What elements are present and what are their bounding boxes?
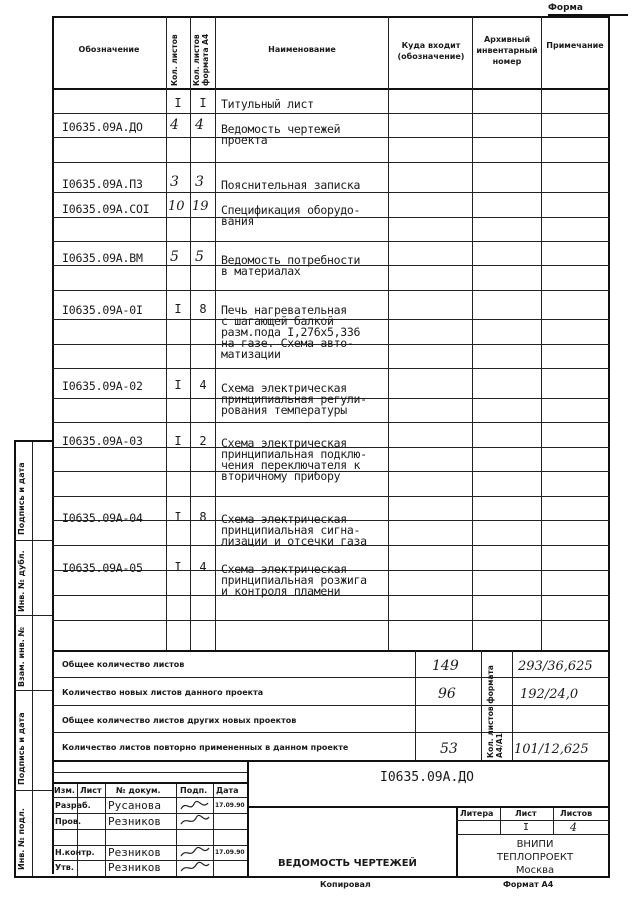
tb-right-line [456,806,458,876]
row-sheets: I [174,96,182,110]
summary-a4a1: 192/24,0 [520,687,579,702]
row-name: Спецификация оборудо- вания [221,203,361,228]
side-label: Инв. № дубл. [17,550,26,612]
form-label: Форма [548,3,583,13]
tb-header-doc: № докум. [116,786,161,795]
row-code: I0635.09А.СОI [62,202,150,216]
col-line-1 [166,16,167,650]
row-line [52,620,610,621]
header-line [52,88,610,90]
side-strip-top [14,440,52,442]
row-line [52,422,610,423]
side-strip-line [14,690,52,691]
summary-line [52,677,610,678]
col-line-2 [190,16,191,650]
tb-line [456,834,610,835]
tb-header-date: Дата [216,786,239,795]
header-name: Наименование [268,45,336,54]
side-label: Взам. инв. № [17,626,26,687]
tb-sheets-value: 4 [570,821,577,834]
row-code: I0635.09А-0I [62,303,143,317]
row-line [52,113,610,114]
summary-value: 53 [440,741,458,757]
footer-format: Формат А4 [503,880,554,889]
summary-a4a1: 101/12,625 [514,742,589,757]
row-line [52,368,610,369]
summary-bottom [52,760,610,762]
row-sheets: I [174,302,182,316]
header-format-count: Кол. листов формата А4 [192,33,210,86]
row-formats: 4 [195,117,204,133]
row-code: I0635.09А-05 [62,561,143,575]
side-strip-bottom [14,876,52,878]
summary-col-1 [415,650,416,760]
tb-header-izm: Изм. [54,786,75,795]
summary-top [52,650,610,652]
row-formats: 19 [192,199,209,214]
summary-col-3 [512,650,513,760]
row-formats: 3 [195,174,204,190]
row-line [52,162,610,163]
tb-main-line [247,760,249,876]
header-archive: Архивный инвентарный номер [476,35,538,66]
row-formats: 8 [199,510,207,524]
row-line [52,241,610,242]
row-formats: 4 [199,560,207,574]
row-formats: 8 [199,302,207,316]
summary-line [52,732,610,733]
side-label: Подпись и дата [17,462,26,535]
row-formats: I [199,96,207,110]
row-sheets: I [174,378,182,392]
row-name: Титульный лист [221,97,314,111]
tb-sheet-value: I [523,822,530,833]
tb-date: 17.09.90 [215,849,245,856]
tb-header-list: Лист [80,786,102,795]
row-name: Пояснительная записка [221,178,361,192]
tb-person: Резников [108,846,161,859]
row-code: I0635.09А.ПЗ [62,177,143,191]
tb-role: Разраб. [55,801,91,810]
row-name: Схема электрическая принципиальная подклю- чения переключателя к вторичному прибору [221,436,367,483]
tb-line [52,797,247,798]
row-sheets: 3 [170,174,179,190]
summary-label: Общее количество листов других новых проектов [62,716,297,725]
tb-org: ВНИПИ ТЕПЛОПРОЕКТ Москва [496,839,574,876]
tb-line [52,813,247,814]
frame-left [52,16,54,874]
tb-line [456,820,610,821]
summary-label: Общее количество листов [62,660,185,669]
side-strip-line [14,540,52,541]
summary-value: 96 [438,686,456,702]
row-name: Печь нагревательная с шагающей балкой разм.пода I,276х5,336 на газе. Схема авто- матизации [221,303,361,361]
tb-line [52,829,247,830]
tb-line [52,772,247,773]
side-strip-line [14,790,52,791]
row-name: Ведомость чертежей проекта [221,122,341,147]
header-destination: Куда входит (обозначение) [397,41,465,61]
tb-person: Резников [108,861,161,874]
frame-top [52,16,610,18]
row-code: I0635.09А.ВМ [62,251,143,265]
row-line [52,192,610,193]
tb-role: Утв. [55,863,74,872]
row-formats: 5 [195,249,204,265]
row-code: I0635.09А.ДО [62,120,143,134]
summary-label: Количество листов повторно примененных в данном проекте [62,743,349,752]
row-line [52,496,610,497]
tb-date: 17.09.90 [215,802,245,809]
row-sheets: I [174,434,182,448]
col-line-4 [388,16,389,650]
summary-a4a1: 293/36,625 [518,659,593,674]
row-line [52,290,610,291]
row-sheets: 10 [168,199,185,214]
row-name: Схема электрическая принципиальная регули- рования температуры [221,381,367,417]
tb-sheets-label: Листов [560,809,593,818]
side-label: Подпись и дата [17,712,26,785]
summary-value: 149 [432,658,459,674]
row-sheets: 4 [170,117,179,133]
tb-person: Русанова [108,799,161,812]
row-sheets: I [174,510,182,524]
row-name: Схема электрическая принципиальная сигна- лизации и отсечки газа [221,512,367,548]
row-formats: 2 [199,434,207,448]
row-name: Ведомость потребности в материалах [221,253,361,278]
side-strip-mid [32,440,33,876]
header-designation: Обозначение [78,45,140,54]
tb-role: Пров. [55,817,82,826]
summary-line [52,705,610,706]
row-code: I0635.09А-03 [62,434,143,448]
row-sheets: I [174,560,182,574]
signature-scribbles [178,798,212,876]
tb-line [52,782,247,784]
tb-line [247,806,610,808]
footer-copied: Копировал [320,880,371,889]
summary-label: Количество новых листов данного проекта [62,688,264,697]
row-sheets: 5 [170,249,179,265]
side-label: Инв. № подл. [17,808,26,870]
tb-doc-title: ВЕДОМОСТЬ ЧЕРТЕЖЕЙ [278,858,417,869]
row-code: I0635.09А-02 [62,379,143,393]
row-name: Схема электрическая принципиальная розжига и контроля пламени [221,562,367,598]
row-code: I0635.09А-04 [62,511,143,525]
summary-col-2 [481,650,482,760]
tb-litera: Литера [460,809,494,818]
header-sheet-count: Кол. листов [170,34,179,86]
header-note: Примечание [546,41,604,50]
col-line-3 [215,16,216,650]
tb-header-sign: Подп. [180,786,208,795]
summary-side-label: Кол. листов формата А4/А1 [486,665,504,758]
row-formats: 4 [199,378,207,392]
tb-person: Резников [108,815,161,828]
tb-sheet-label: Лист [515,809,537,818]
col-line-5 [472,16,473,650]
tb-role: Н.контр. [55,848,95,857]
tb-doc-code: I0635.09А.ДО [380,770,474,785]
side-strip-line [14,615,52,616]
col-line-6 [541,16,542,650]
side-strip-left [14,440,16,876]
